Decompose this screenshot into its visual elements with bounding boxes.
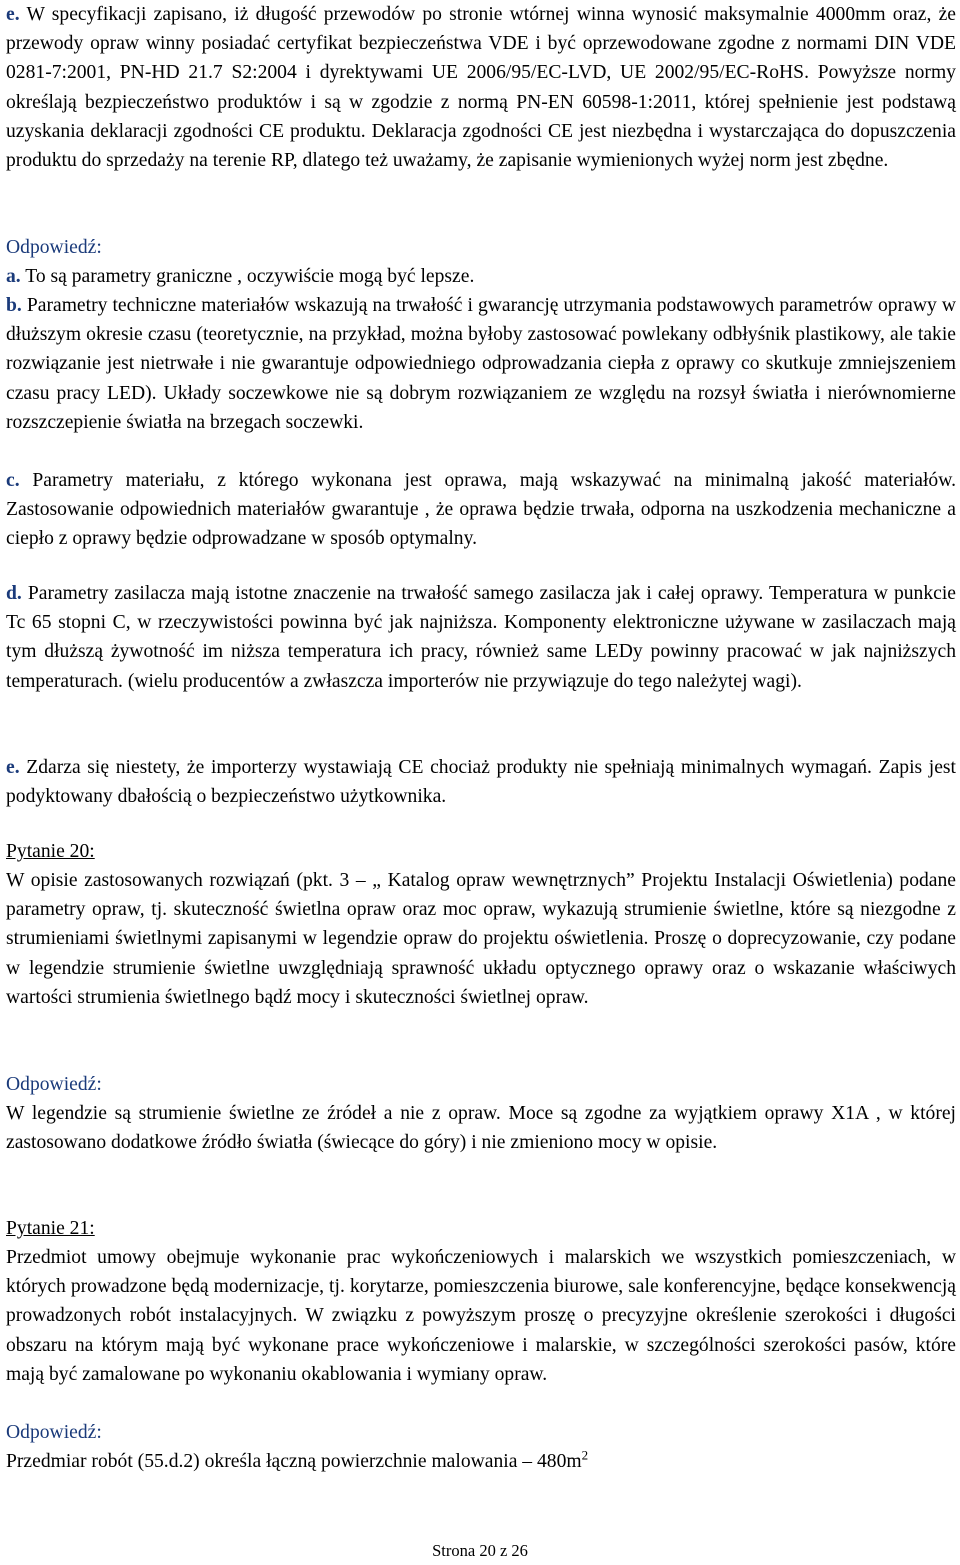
question-21-text: Przedmiot umowy obejmuje wykonanie prac wykończeniowych i malarskich we wszystkich pomieszczeniach, w których prowadzone będą modernizacje, tj. korytarze, pomieszczenia biurowe, sale konferencyjne, będące konsekwencją prowadzonych robót instalacyjnych. W związku z powyższym proszę o precyzyjne określenie szerokości i długości obszaru na którym mają być wykonane prace wykończeniowe i malarskie, w szczególności szerokości pasów, które mają być zamalowane po wykonaniu okablowania i wymiany opraw. <box>6 1247 956 1385</box>
answer-label: Odpowiedź: <box>6 1074 102 1095</box>
page-footer: Strona 20 z 26 <box>432 1541 528 1560</box>
superscript-2: 2 <box>581 1447 589 1463</box>
item-letter: e. <box>6 757 20 778</box>
item-text: Parametry materiału, z którego wykonana jest oprawa, mają wskazywać na minimalną jakość materiałów. Zastosowanie odpowiednich materiałów gwarantuje , że oprawa będzie trwała, odporna na uszkodzenia mechaniczne a ciepło z oprawy będzie odprowadzane w sposób optymalny. <box>6 470 956 550</box>
question-20-text: W opisie zastosowanych rozwiązań (pkt. 3 – „ Katalog opraw wewnętrznych” Projektu Instalacji Oświetlenia) podane parametry opraw, tj. skuteczność świetlna opraw oraz moc opraw, wykazują strumienie świetlne, które są niezgodne z strumieniami świetlnymi zapisanymi w legendzie opraw do projektu oświetlenia. Proszę o doprecyzowanie, czy podane w legendzie strumienie świetlne uwzględniają sprawność układu optycznego oprawy oraz o wskazanie właściwych wartości strumienia świetlnego bądź mocy i skuteczności świetlnej opraw. <box>6 870 956 1008</box>
item-text: W specyfikacji zapisano, iż długość przewodów po stronie wtórnej winna wynosić maksymalnie 4000mm oraz, że przewody opraw winny posiadać certyfikat bezpieczeństwa VDE i być oprzewodowane zgodne z normami DIN VDE 0281-7:2001, PN-HD 21.7 S2:2004 i dyrektywami UE 2006/95/EC-LVD, UE 2002/95/EC-RoHS. <box>6 4 956 84</box>
item-letter: e. <box>6 4 20 25</box>
item-text: Parametry zasilacza mają istotne znaczenie na trwałość samego zasilacza jak i całej oprawy. Temperatura w punkcie Tc 65 stopni C, w rzeczywistości powinna być jak najniższa. Komponenty elektroniczne używane w zasilaczach mają tym dłuższą żywotność im niższa temperatura ich pracy, również same LEDy powinny pracować w jak najniższych temperaturach. (wielu producentów a zwłaszcza importerów nie przywiązuje do tego należytej wagi). <box>6 583 956 692</box>
answer-item-a <box>6 262 956 291</box>
question-20-title: Pytanie 20: <box>6 841 95 862</box>
item-text-continued: Powyższe normy określają bezpieczeństwo produktów i są w zgodzie z normą PN-EN 60598-1:2011, której spełnienie jest podstawą uzyskania deklaracji zgodności CE produktu. Deklaracja zgodności CE jest niezbędna i wystarczająca do dopuszczenia produktu do sprzedaży na terenie RP, dlatego też uważamy, że zapisanie wymienionych wyżej norm jest zbędne. <box>6 62 956 172</box>
answer-item-c <box>6 466 956 554</box>
answer-item-d <box>6 579 956 696</box>
question-21-answer <box>6 1447 956 1476</box>
item-letter: c. <box>6 470 20 491</box>
answer-item-b <box>6 291 956 437</box>
item-letter: d. <box>6 583 22 604</box>
answer-label: Odpowiedź: <box>6 1422 102 1443</box>
question-21-title: Pytanie 21: <box>6 1218 95 1239</box>
item-letter: b. <box>6 295 22 316</box>
item-text: Parametry techniczne materiałów wskazują na trwałość i gwarancję utrzymania podstawowych parametrów oprawy w dłuższym okresie czasu (teoretycznie, na przykład, można byłoby zastosować powlekany odbłyśnik plastikowy, ale takie rozwiązanie jest nietrwałe i nie gwarantuje odpowiedniego odprowadzania ciepła z oprawy co skutkuje zmniejszeniem czasu pracy LED). Układy soczewkowe nie są dobrym rozwiązaniem ze względu na rozsył światła i nierównomierne rozszczepienie światła na brzegach soczewki. <box>6 295 956 433</box>
answer-item-e <box>6 753 956 811</box>
answer-label: Odpowiedź: <box>6 237 102 258</box>
spec-paragraph-e <box>6 0 956 175</box>
item-text: To są parametry graniczne , oczywiście mogą być lepsze. <box>25 266 475 287</box>
item-text: Zdarza się niestety, że importerzy wystawiają CE chociaż produkty nie spełniają minimalnych wymagań. Zapis jest podyktowany dbałością o bezpieczeństwo użytkownika. <box>6 757 956 808</box>
question-20-answer: W legendzie są strumienie świetlne ze źródeł a nie z opraw. Moce są zgodne za wyjątkiem oprawy X1A , w której zastosowano dodatkowe źródło światła (świecące do góry) i nie zmieniono mocy w opisie. <box>6 1103 956 1154</box>
answer-text: Przedmiar robót (55.d.2) określa łączną powierzchnie malowania – 480m <box>6 1451 582 1472</box>
item-letter: a. <box>6 266 21 287</box>
